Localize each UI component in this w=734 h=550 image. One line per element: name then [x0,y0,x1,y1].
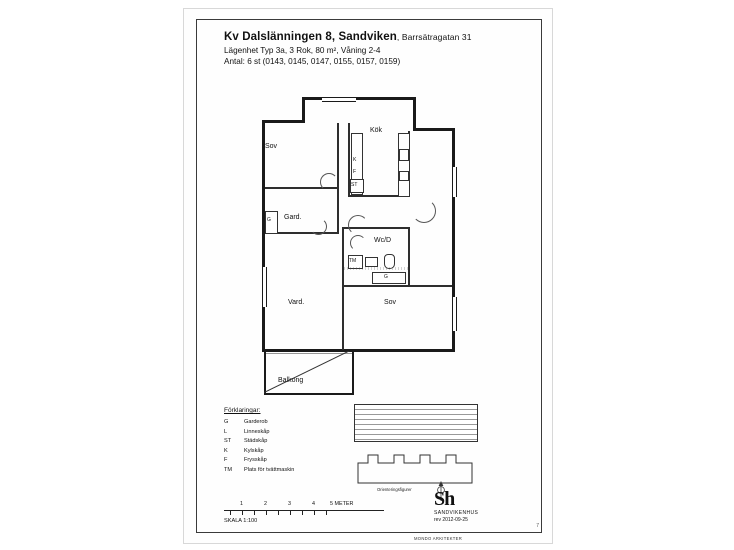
page-title [224,31,514,43]
footer-credit: MONDO ARKITEKTER [414,536,463,541]
sink-icon [399,171,409,181]
door-swing-icon [348,215,368,235]
window-mark [452,297,457,331]
legend-title: Förklaringar: [224,407,261,414]
room-label-sov-2: Sov [384,299,397,306]
wardrobe-box [372,272,406,284]
legend-item [224,456,344,466]
wall-segment [337,187,339,234]
scale-tick: 2 [264,501,267,507]
logo-company-name: SANDVIKENHUS [434,510,479,516]
wall-segment [408,227,410,287]
legend-key: K [224,447,228,454]
wall-segment [262,120,305,123]
room-label-wc: Wc/D [374,237,392,244]
legend-key: L [224,428,228,435]
legend-key: ST [224,438,232,445]
sheet-number: 7 [536,523,539,529]
freezer-mark: F [353,169,357,175]
storage-closet-mark: ST [351,182,358,188]
legend-value: Städskåp [244,438,268,445]
orientation-figure-plan [354,404,478,442]
stove-icon [399,149,409,161]
room-label-gard: Gard. [284,214,302,221]
legend-value: Linneskåp [244,428,270,435]
door-swing-icon [310,218,327,235]
legend-key: G [224,419,229,425]
hatch-band [344,267,408,270]
scale-tick: 1 [240,501,243,507]
wall-segment [413,128,455,131]
legend-value: Frysskåp [244,457,267,464]
kitchen-counter [398,133,410,197]
apartment-quantity: Antal: 6 st (0143, 0145, 0147, 0155, 0157, 0159) [224,57,401,66]
apartment-subtitle: Lägenhet Typ 3a, 3 Rok, 80 m², Våning 2-4 [224,46,381,55]
title-block [224,31,514,66]
wall-segment [342,287,344,350]
scale-tick: 4 [312,501,315,507]
legend-key: TM [224,466,233,473]
legend-item [224,428,344,438]
door-swing-icon [412,199,436,223]
washing-machine-mark: TM [349,258,357,264]
scale-unit: 5 METER [330,501,354,507]
legend-value: Kylskåp [244,447,264,454]
building-elevation-svg [354,449,478,485]
wall-segment [413,97,416,131]
room-label-kok: Kök [370,127,383,134]
company-logo [434,489,520,523]
orientation-figure-elevation [354,449,478,485]
scale-tick-labels [224,501,384,510]
window-mark [452,167,457,197]
legend [224,407,344,476]
legend-item [224,447,344,457]
scale-label: SKALA 1:100 [224,518,258,524]
room-label-sov-1: Sov [265,143,278,150]
wall-segment [302,97,305,122]
logo-mark: Sh [434,488,455,510]
wardrobe-mark: G [267,217,271,223]
fridge-mark: K [353,157,357,163]
scale-tick: 3 [288,501,291,507]
floor-plan [202,87,532,397]
project-address: , Barrsätragatan 31 [396,32,472,42]
wall-segment [342,285,452,287]
wall-segment [302,97,416,100]
revision-date: rev 2012-09-25 [434,517,468,523]
wall-segment [262,120,265,352]
legend-key: F [224,457,228,464]
legend-item [224,466,344,476]
scale-bar [224,501,384,524]
legend-value: Garderob [244,419,268,425]
window-mark [322,97,356,102]
scale-rule [224,510,384,516]
door-swing-icon [320,173,338,191]
wardrobe-mark: G [384,274,388,280]
room-label-balkong: Balkong [278,377,304,384]
legend-value: Plats för tvättmaskin [244,466,295,473]
orientation-caption: Orienteringsfigurer [377,487,412,492]
room-label-vard: Vard. [288,299,305,306]
legend-item [224,418,344,428]
sink-box [365,257,378,267]
legend-item [224,437,344,447]
wall-segment [342,227,344,287]
door-swing-icon [350,235,366,251]
balcony-hatch [264,351,354,395]
window-mark [262,267,267,307]
drawing-sheet [183,8,553,544]
project-name: Kv Dalslänningen 8, Sandviken [224,31,397,43]
